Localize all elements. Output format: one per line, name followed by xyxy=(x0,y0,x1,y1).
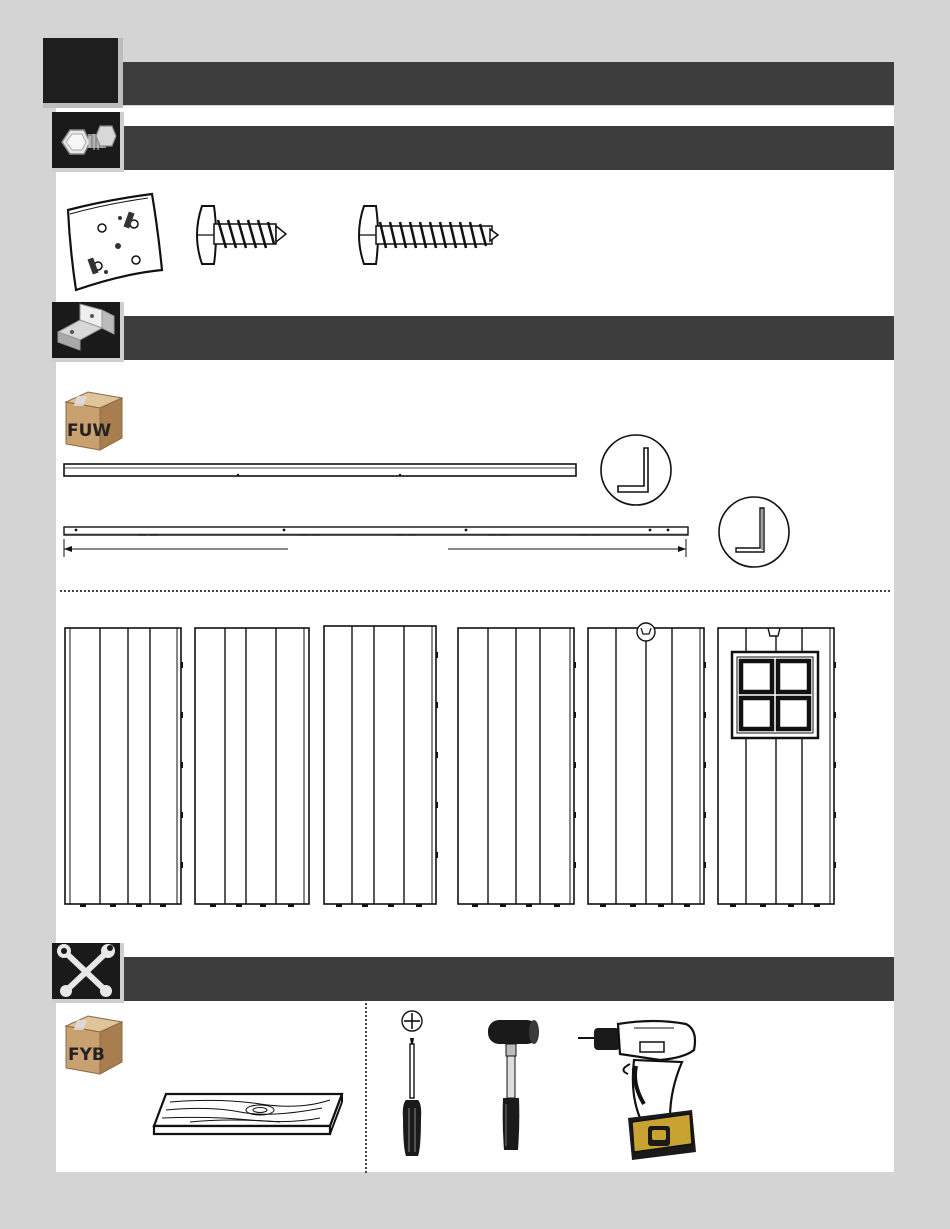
tools-divider xyxy=(365,1003,367,1173)
wall-panel xyxy=(324,626,436,904)
screwdriver-icon xyxy=(396,1008,428,1163)
rail-profile-detail-1 xyxy=(598,432,674,508)
corner-bracket-hardware xyxy=(62,190,172,295)
wall-panel-window xyxy=(718,628,834,904)
wall-panels xyxy=(60,622,850,912)
parts-box-label: FUW xyxy=(67,421,112,441)
tools-box-label: FYB xyxy=(68,1045,105,1065)
wall-panel xyxy=(458,628,574,904)
hardware-section-bar xyxy=(123,126,894,170)
parts-box-fuw xyxy=(62,388,126,452)
rubber-mallet-icon xyxy=(484,1014,544,1154)
cordless-drill-icon xyxy=(574,1014,704,1164)
wall-panel xyxy=(65,628,181,904)
wrench-icon xyxy=(52,943,120,999)
parts-title xyxy=(123,328,137,348)
rail-profile-detail-2 xyxy=(716,494,792,570)
parts-icon-box xyxy=(52,302,124,362)
wood-board-icon xyxy=(150,1088,350,1140)
tools-box-fyb xyxy=(62,1012,126,1076)
hardware-title xyxy=(123,138,137,158)
short-screw xyxy=(188,204,288,266)
hardware-icon-box xyxy=(52,112,124,172)
step-number-box xyxy=(43,38,123,108)
parts-section-bar xyxy=(123,316,894,360)
wall-panel-notched xyxy=(588,623,704,904)
step-header-bar xyxy=(123,62,894,105)
header-title xyxy=(123,72,137,94)
tools-section-bar xyxy=(123,957,894,1001)
tools-title xyxy=(123,969,137,989)
bolt-nut-icon xyxy=(52,112,120,168)
bracket-icon xyxy=(52,302,120,358)
section-divider xyxy=(60,590,890,592)
long-screw xyxy=(350,204,500,266)
wall-panel xyxy=(195,628,309,904)
tools-icon-box xyxy=(52,943,124,1003)
